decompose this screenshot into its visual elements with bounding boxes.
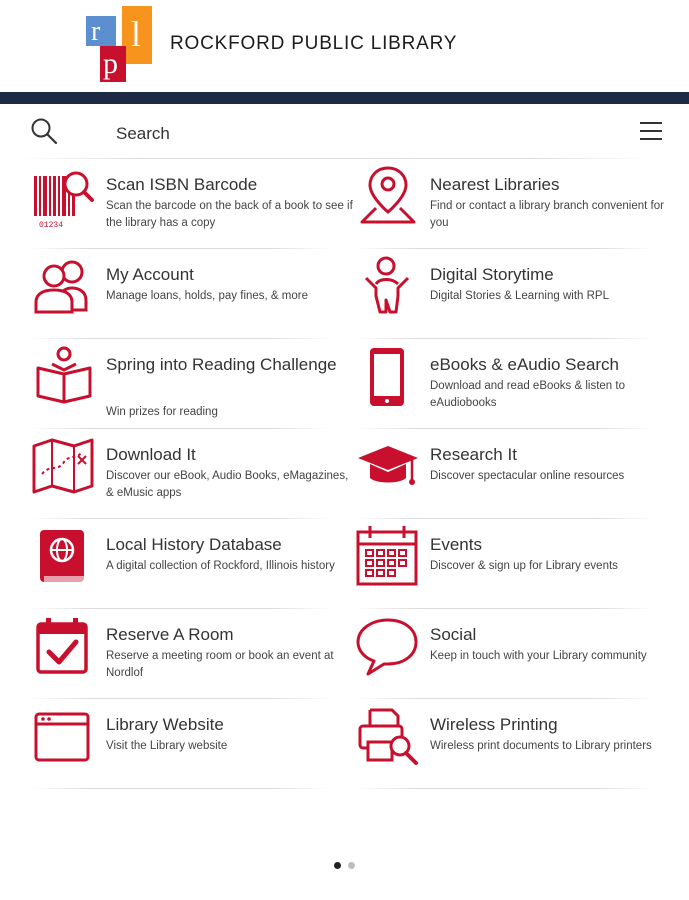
tile-description: Reserve a meeting room or book an event at Nordlof <box>106 650 334 679</box>
hamburger-menu-icon[interactable] <box>639 120 663 142</box>
tile-title: Scan ISBN Barcode <box>106 175 258 194</box>
reading-person-icon <box>32 344 96 408</box>
svg-text:01234: 01234 <box>39 221 64 228</box>
svg-text:p: p <box>103 47 118 80</box>
page-dot[interactable] <box>348 862 355 869</box>
child-icon <box>356 254 420 318</box>
printer-search-icon <box>356 704 420 768</box>
smartphone-icon <box>356 344 420 408</box>
tile-scan-isbn-barcode[interactable] <box>32 164 362 254</box>
tile-wireless-printing[interactable] <box>356 704 686 794</box>
tile-library-website[interactable] <box>32 704 362 794</box>
tile-title: Digital Storytime <box>430 265 554 284</box>
tile-description: Visit the Library website <box>106 740 228 752</box>
map-pin-icon <box>356 164 420 228</box>
tile-description: Download and read eBooks & listen to eAudiobooks <box>430 380 625 409</box>
tile-title: Reserve A Room <box>106 625 234 644</box>
tile-my-account[interactable] <box>32 254 362 344</box>
browser-window-icon <box>32 704 96 768</box>
tile-digital-storytime[interactable] <box>356 254 686 344</box>
tile-title: My Account <box>106 265 194 284</box>
brand-name: ROCKFORD PUBLIC LIBRARY <box>170 33 458 54</box>
tile-events[interactable] <box>356 524 686 614</box>
tile-description: Manage loans, holds, pay fines, & more <box>106 290 309 302</box>
divider <box>20 158 650 159</box>
svg-text:r: r <box>91 16 101 47</box>
search-icon[interactable] <box>30 117 58 145</box>
tile-title: eBooks & eAudio Search <box>430 355 620 374</box>
tile-nearest-libraries[interactable] <box>356 164 686 254</box>
tile-reserve-a-room[interactable] <box>32 614 362 704</box>
tile-description: Keep in touch with your Library community <box>430 650 647 662</box>
tile-description: Discover spectacular online resources <box>430 470 625 482</box>
tile-title: Library Website <box>106 715 224 734</box>
tile-spring-into-reading[interactable] <box>32 344 362 434</box>
library-logo[interactable] <box>86 6 152 82</box>
globe-book-icon <box>32 524 96 588</box>
calendar-check-icon <box>32 614 96 678</box>
tile-title: Wireless Printing <box>430 715 558 734</box>
tile-title: Local History Database <box>106 535 282 554</box>
tile-description: Discover our eBook, Audio Books, eMagazines, & eMusic apps <box>106 470 349 499</box>
speech-bubble-icon <box>356 614 420 678</box>
folded-map-icon <box>32 434 96 498</box>
barcode-scan-icon <box>32 164 96 228</box>
tile-social[interactable] <box>356 614 686 704</box>
tile-ebooks-eaudio-search[interactable] <box>356 344 686 434</box>
account-people-icon <box>32 254 96 318</box>
tile-title: Nearest Libraries <box>430 175 560 194</box>
tile-research-it[interactable] <box>356 434 686 524</box>
search-input[interactable] <box>114 118 598 150</box>
tile-title: Spring into Reading Challenge <box>106 355 337 374</box>
page-indicator <box>334 862 364 872</box>
tile-description: Scan the barcode on the back of a book to see if the library has a copy <box>106 200 353 229</box>
tile-local-history-database[interactable] <box>32 524 362 614</box>
tile-description: Digital Stories & Learning with RPL <box>430 290 609 302</box>
svg-text:l: l <box>131 14 142 54</box>
tile-description: Find or contact a library branch convenient for you <box>430 200 664 229</box>
tile-description: Wireless print documents to Library printers <box>430 740 652 752</box>
tile-title: Social <box>430 625 477 644</box>
nav-bar <box>0 92 689 104</box>
tile-title: Download It <box>106 445 196 464</box>
page-dot-active[interactable] <box>334 862 341 869</box>
graduation-cap-icon <box>356 434 420 498</box>
tile-title: Research It <box>430 445 517 464</box>
app-header <box>0 0 689 92</box>
tile-title: Events <box>430 535 482 554</box>
tile-description: A digital collection of Rockford, Illinois history <box>106 560 335 572</box>
tile-description: Win prizes for reading <box>106 406 218 418</box>
tile-download-it[interactable] <box>32 434 362 524</box>
calendar-grid-icon <box>356 524 420 588</box>
tile-description: Discover & sign up for Library events <box>430 560 618 572</box>
